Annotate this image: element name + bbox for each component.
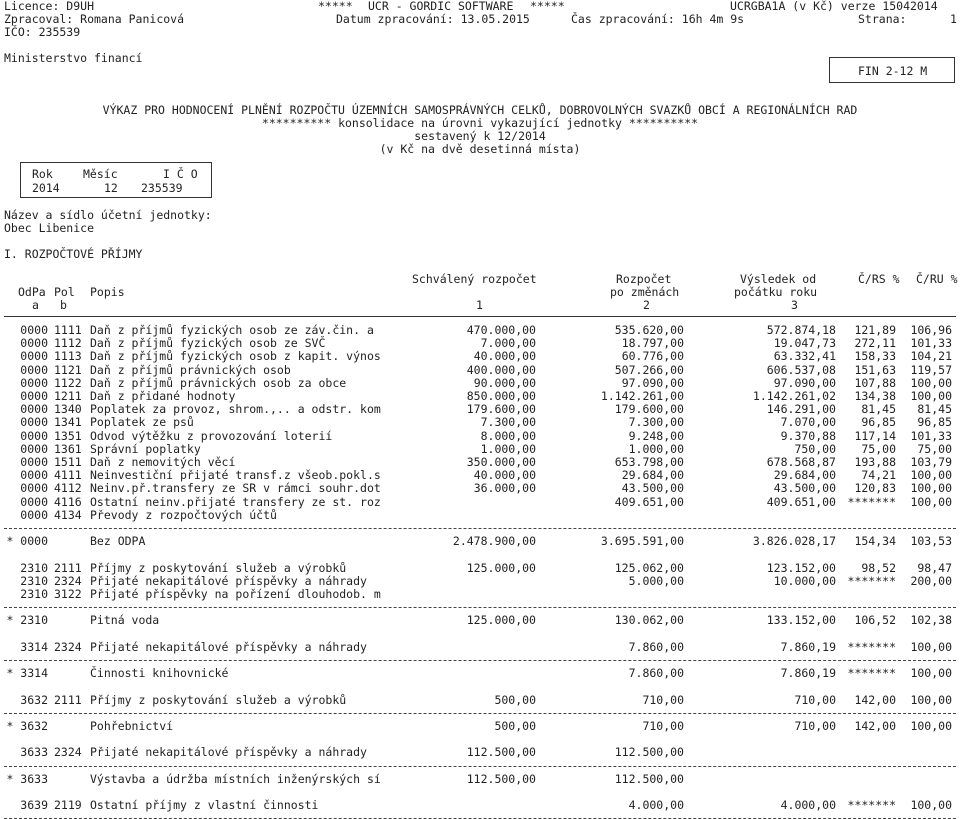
table-row-v: 7.070,00 <box>780 415 836 430</box>
table-row-pol: 3122 <box>54 587 82 601</box>
report-date: sestavený k 12/2014 <box>414 129 546 143</box>
stars-left: ***** <box>318 0 353 13</box>
total-row-crs: 142,00 <box>854 719 896 733</box>
table-row-v: 97.090,00 <box>773 375 836 390</box>
table-row-pol: 1111 <box>54 323 82 337</box>
table-row-r: 9.248,00 <box>628 428 684 443</box>
table-row-crs: 117,14 <box>854 428 896 443</box>
table-row-crs: ******* <box>847 639 896 654</box>
table-row-r: 710,00 <box>642 692 684 707</box>
table-row-s: 350.000,00 <box>466 455 536 469</box>
table-row-pol: 1341 <box>54 415 82 430</box>
total-row-v: 710,00 <box>794 719 836 733</box>
report-unit-note: (v Kč na dvě desetinná místa) <box>379 142 581 156</box>
table-row-pol: 2111 <box>54 560 82 575</box>
col-result-1: Výsledek od <box>740 272 817 286</box>
table-row-crs: ******* <box>847 573 896 588</box>
table-row-popis: Příjmy z poskytování služeb a výrobků <box>90 560 347 575</box>
table-row-popis: Převody z rozpočtových účtů <box>90 507 277 522</box>
total-row-cru: 100,00 <box>910 719 952 733</box>
licence-label: Licence: D9UH <box>4 0 95 13</box>
table-row-cru: 119,57 <box>910 362 952 377</box>
table-row-r: 29.684,00 <box>621 468 684 483</box>
table-row-crs: 193,88 <box>854 455 896 469</box>
table-row-popis: Přijaté nekapitálové příspěvky a náhrady <box>90 639 367 654</box>
table-row-s: 125.000,00 <box>466 560 536 575</box>
table-row-popis: Přijaté nekapitálové příspěvky a náhrady <box>90 745 367 760</box>
table-row-crs: 272,11 <box>854 336 896 351</box>
table-row-popis: Daň z příjmů fyzických osob ze SVČ <box>90 336 326 351</box>
table-row-odpa: 0000 <box>20 336 48 351</box>
total-row-v: 133.152,00 <box>766 613 836 628</box>
total-row-v: 3.826.028,17 <box>752 534 836 549</box>
table-row-odpa: 0000 <box>20 481 48 496</box>
col-cru: Č/RU % <box>916 272 958 286</box>
table-row-s: 90.000,00 <box>473 375 536 390</box>
table-row-odpa: 0000 <box>20 455 48 469</box>
table-row-s: 470.000,00 <box>466 323 536 337</box>
table-row-r: 60.776,00 <box>621 349 684 364</box>
table-row-popis: Přijaté příspěvky na pořízení dlouhodob. m <box>90 587 381 601</box>
table-row-s: 8.000,00 <box>480 428 536 443</box>
ico-value: 235539 <box>141 181 183 195</box>
total-row-odpa: * 2310 <box>6 613 48 628</box>
table-row-r: 5.000,00 <box>628 573 684 588</box>
table-row-odpa: 3632 <box>20 692 48 707</box>
table-row-s: 7.300,00 <box>480 415 536 430</box>
total-row-odpa: * 0000 <box>6 534 48 549</box>
table-row-s: 500,00 <box>494 692 536 707</box>
table-row-odpa: 2310 <box>20 587 48 601</box>
table-row-cru: 100,00 <box>910 389 952 403</box>
table-row-odpa: 2310 <box>20 560 48 575</box>
separator-line <box>4 660 956 661</box>
table-row-v: 4.000,00 <box>780 798 836 813</box>
table-row-pol: 2324 <box>54 573 82 588</box>
table-row-odpa: 0000 <box>20 428 48 443</box>
table-row-crs: 134,38 <box>854 389 896 403</box>
table-row-r: 43.500,00 <box>621 481 684 496</box>
table-row-odpa: 0000 <box>20 402 48 417</box>
total-row-odpa: * 3632 <box>6 719 48 733</box>
table-row-cru: 98,47 <box>917 560 952 575</box>
table-row-v: 409.651,00 <box>766 494 836 509</box>
total-row-cru: 102,38 <box>910 613 952 628</box>
table-row-cru: 200,00 <box>910 573 952 588</box>
table-row-cru: 101,33 <box>910 428 952 443</box>
table-row-v: 63.332,41 <box>773 349 836 364</box>
col-pol: Pol <box>54 285 75 299</box>
col-approved: Schválený rozpočet <box>412 272 537 286</box>
total-row-cru: 103,53 <box>910 534 952 549</box>
unit-label: Název a sídlo účetní jednotky: <box>4 208 212 222</box>
table-row-cru: 104,21 <box>910 349 952 364</box>
total-row-crs: 154,34 <box>854 534 896 549</box>
table-row-popis: Správní poplatky <box>90 441 201 456</box>
table-row-odpa: 3633 <box>20 745 48 760</box>
table-row-popis: Daň z příjmů fyzických osob z kapit. výnos <box>90 349 381 364</box>
separator-line <box>4 528 956 529</box>
table-row-v: 710,00 <box>794 692 836 707</box>
separator-line <box>4 766 956 767</box>
table-row-s: 850.000,00 <box>466 389 536 403</box>
table-row-s: 1.000,00 <box>480 441 536 456</box>
table-row-crs: 142,00 <box>854 692 896 707</box>
table-row-odpa: 0000 <box>20 441 48 456</box>
stars-right: ***** <box>530 0 565 13</box>
table-row-pol: 2111 <box>54 692 82 707</box>
table-row-v: 750,00 <box>794 441 836 456</box>
ministry-name: Ministerstvo financí <box>4 51 143 65</box>
table-row-popis: Daň z příjmů právnických osob <box>90 362 291 377</box>
table-row-cru: 81,45 <box>917 402 952 417</box>
table-row-r: 7.860,00 <box>628 639 684 654</box>
total-row-s: 112.500,00 <box>466 771 536 786</box>
table-row-r: 179.600,00 <box>614 402 684 417</box>
table-row-crs: 74,21 <box>861 468 896 483</box>
table-row-odpa: 0000 <box>20 507 48 522</box>
table-row-r: 507.266,00 <box>614 362 684 377</box>
table-row-r: 112.500,00 <box>614 745 684 760</box>
table-row-pol: 2324 <box>54 639 82 654</box>
table-row-s: 36.000,00 <box>473 481 536 496</box>
table-row-odpa: 0000 <box>20 375 48 390</box>
table-row-popis: Ostatní neinv.přijaté transfery ze st. roz <box>90 494 381 509</box>
table-row-cru: 100,00 <box>910 798 952 813</box>
total-row-r: 112.500,00 <box>614 771 684 786</box>
table-row-v: 43.500,00 <box>773 481 836 496</box>
unit-name: Obec Libenice <box>4 221 95 235</box>
col-odpa: OdPa <box>18 285 46 299</box>
table-row-pol: 4134 <box>54 507 82 522</box>
table-row-pol: 1351 <box>54 428 82 443</box>
table-row-pol: 1340 <box>54 402 82 417</box>
total-row-s: 125.000,00 <box>466 613 536 628</box>
table-row-pol: 1511 <box>54 455 82 469</box>
form-code: FIN 2-12 M <box>858 64 928 78</box>
table-row-cru: 96,85 <box>917 415 952 430</box>
table-row-crs: 75,00 <box>861 441 896 456</box>
table-row-s: 112.500,00 <box>466 745 536 760</box>
table-row-crs: ******* <box>847 494 896 509</box>
col-popis: Popis <box>90 285 125 299</box>
table-row-odpa: 0000 <box>20 415 48 430</box>
table-row-popis: Daň z nemovitých věcí <box>90 455 236 469</box>
table-row-pol: 2324 <box>54 745 82 760</box>
table-row-popis: Neinvestiční přijaté transf.z všeob.pokl.s <box>90 468 381 483</box>
table-row-crs: 120,83 <box>854 481 896 496</box>
table-row-odpa: 0000 <box>20 468 48 483</box>
table-row-popis: Poplatek za provoz, shrom.,.. a odstr. kom <box>90 402 381 417</box>
ico-header: IČO: 235539 <box>4 25 81 39</box>
table-row-cru: 100,00 <box>910 468 952 483</box>
table-row-r: 18.797,00 <box>621 336 684 351</box>
table-row-odpa: 3314 <box>20 639 48 654</box>
table-row-pol: 4116 <box>54 494 82 509</box>
table-row-r: 409.651,00 <box>614 494 684 509</box>
table-row-pol: 2119 <box>54 798 82 813</box>
table-row-r: 7.300,00 <box>628 415 684 430</box>
table-row-odpa: 2310 <box>20 573 48 588</box>
col-budget-2: po změnách <box>610 285 680 299</box>
table-row-popis: Ostatní příjmy z vlastní činnosti <box>90 798 319 813</box>
processing-time: Čas zpracování: 16h 4m 9s <box>571 12 745 26</box>
table-row-r: 1.142.261,00 <box>600 389 684 403</box>
table-row-odpa: 0000 <box>20 362 48 377</box>
table-row-pol: 1211 <box>54 389 82 403</box>
year-value: 2014 <box>32 181 60 195</box>
total-row-r: 3.695.591,00 <box>600 534 684 549</box>
table-row-v: 146.291,00 <box>766 402 836 417</box>
table-row-pol: 1122 <box>54 375 82 390</box>
col-b: b <box>60 298 67 312</box>
table-row-crs: 81,45 <box>861 402 896 417</box>
table-row-popis: Přijaté nekapitálové příspěvky a náhrady <box>90 573 367 588</box>
total-row-r: 130.062,00 <box>614 613 684 628</box>
table-row-cru: 106,96 <box>910 323 952 337</box>
month-value: 12 <box>104 181 118 195</box>
section-title: I. ROZPOČTOVÉ PŘÍJMY <box>4 247 143 261</box>
separator-line <box>4 607 956 608</box>
col-crs: Č/RS % <box>858 272 900 286</box>
table-row-v: 606.537,08 <box>766 362 836 377</box>
table-row-popis: Daň z příjmů právnických osob za obce <box>90 375 347 390</box>
table-row-pol: 1121 <box>54 362 82 377</box>
table-row-popis: Poplatek ze psů <box>90 415 194 430</box>
table-row-v: 29.684,00 <box>773 468 836 483</box>
table-row-r: 125.062,00 <box>614 560 684 575</box>
version-label: UCRGBA1A (v Kč) verze 15042014 <box>730 0 938 13</box>
table-row-popis: Neinv.př.transfery ze SR v rámci souhr.dot <box>90 481 381 496</box>
table-row-r: 97.090,00 <box>621 375 684 390</box>
total-row-popis: Pitná voda <box>90 613 160 628</box>
form-code-box <box>829 57 955 83</box>
table-row-cru: 100,00 <box>910 639 952 654</box>
table-row-s: 179.600,00 <box>466 402 536 417</box>
col-result-2: počátku roku <box>734 285 818 299</box>
table-row-popis: Příjmy z poskytování služeb a výrobků <box>90 692 347 707</box>
year-label: Rok <box>32 167 53 181</box>
table-row-pol: 1361 <box>54 441 82 456</box>
report-title: VÝKAZ PRO HODNOCENÍ PLNĚNÍ ROZPOČTU ÚZEMNÍCH SAMOSPRÁVNÝCH CELKŮ, DOBROVOLNÝCH SVAZKŮ OBCÍ A REGIONÁLNÍCH RAD <box>102 103 858 117</box>
table-row-cru: 101,33 <box>910 336 952 351</box>
page-number: 1 <box>950 12 957 26</box>
table-row-popis: Odvod výtěžku z provozování loterií <box>90 428 333 443</box>
col-num-3: 3 <box>791 298 798 312</box>
table-row-v: 9.370,88 <box>780 428 836 443</box>
table-row-cru: 100,00 <box>910 375 952 390</box>
table-row-s: 400.000,00 <box>466 362 536 377</box>
table-row-crs: 98,52 <box>861 560 896 575</box>
col-a: a <box>32 298 39 312</box>
col-num-2: 2 <box>643 298 650 312</box>
table-row-cru: 100,00 <box>910 494 952 509</box>
ico-label: I Č O <box>163 167 198 181</box>
table-row-r: 4.000,00 <box>628 798 684 813</box>
table-row-cru: 75,00 <box>917 441 952 456</box>
table-row-crs: 121,89 <box>854 323 896 337</box>
table-row-v: 1.142.261,02 <box>752 389 836 403</box>
total-row-s: 2.478.900,00 <box>452 534 536 549</box>
table-row-odpa: 0000 <box>20 349 48 364</box>
table-row-r: 653.798,00 <box>614 455 684 469</box>
table-row-s: 7.000,00 <box>480 336 536 351</box>
header-rule <box>4 316 956 317</box>
total-row-v: 7.860,19 <box>780 666 836 681</box>
table-row-odpa: 3639 <box>20 798 48 813</box>
col-budget-1: Rozpočet <box>616 272 672 286</box>
separator-line <box>4 713 956 714</box>
total-row-popis: Výstavba a údržba místních inženýrských sí <box>90 771 381 786</box>
table-row-odpa: 0000 <box>20 389 48 403</box>
processed-by: Zpracoval: Romana Panicová <box>4 12 185 26</box>
table-row-popis: Daň z příjmů fyzických osob ze záv.čin. a <box>90 323 374 337</box>
table-row-cru: 100,00 <box>910 692 952 707</box>
total-row-s: 500,00 <box>494 719 536 733</box>
processing-date: Datum zpracování: 13.05.2015 <box>336 12 530 26</box>
table-row-odpa: 0000 <box>20 323 48 337</box>
table-row-pol: 1112 <box>54 336 82 351</box>
col-num-1: 1 <box>476 298 483 312</box>
table-row-odpa: 0000 <box>20 494 48 509</box>
total-row-r: 7.860,00 <box>628 666 684 681</box>
table-row-v: 7.860,19 <box>780 639 836 654</box>
table-row-v: 572.874,18 <box>766 323 836 337</box>
table-row-v: 19.047,73 <box>773 336 836 351</box>
table-row-v: 123.152,00 <box>766 560 836 575</box>
table-row-cru: 100,00 <box>910 481 952 496</box>
table-row-crs: 107,88 <box>854 375 896 390</box>
month-label: Měsíc <box>83 167 118 181</box>
total-row-crs: 106,52 <box>854 613 896 628</box>
table-row-v: 10.000,00 <box>773 573 836 588</box>
report-subtitle: ********** konsolidace na úrovni vykazující jednotky ********** <box>261 116 699 130</box>
table-row-crs: 96,85 <box>861 415 896 430</box>
total-row-odpa: * 3314 <box>6 666 48 681</box>
table-row-s: 40.000,00 <box>473 468 536 483</box>
page-label: Strana: <box>858 12 907 26</box>
total-row-crs: ******* <box>847 666 896 681</box>
table-row-popis: Daň z přidané hodnoty <box>90 389 236 403</box>
table-row-crs: 158,33 <box>854 349 896 364</box>
total-row-cru: 100,00 <box>910 666 952 681</box>
table-row-crs: ******* <box>847 798 896 813</box>
total-row-popis: Pohřebnictví <box>90 719 174 733</box>
product-name: UCR - GORDIC SOFTWARE <box>368 0 514 13</box>
table-row-r: 535.620,00 <box>614 323 684 337</box>
total-row-r: 710,00 <box>642 719 684 733</box>
total-row-odpa: * 3633 <box>6 771 48 786</box>
table-row-pol: 1113 <box>54 349 82 364</box>
table-row-pol: 4111 <box>54 468 82 483</box>
table-row-pol: 4112 <box>54 481 82 496</box>
table-row-cru: 103,79 <box>910 455 952 469</box>
table-row-v: 678.568,87 <box>766 455 836 469</box>
table-row-r: 1.000,00 <box>628 441 684 456</box>
table-row-crs: 151,63 <box>854 362 896 377</box>
total-row-popis: Činnosti knihovnické <box>90 666 229 681</box>
table-row-s: 40.000,00 <box>473 349 536 364</box>
total-row-popis: Bez ODPA <box>90 534 146 549</box>
